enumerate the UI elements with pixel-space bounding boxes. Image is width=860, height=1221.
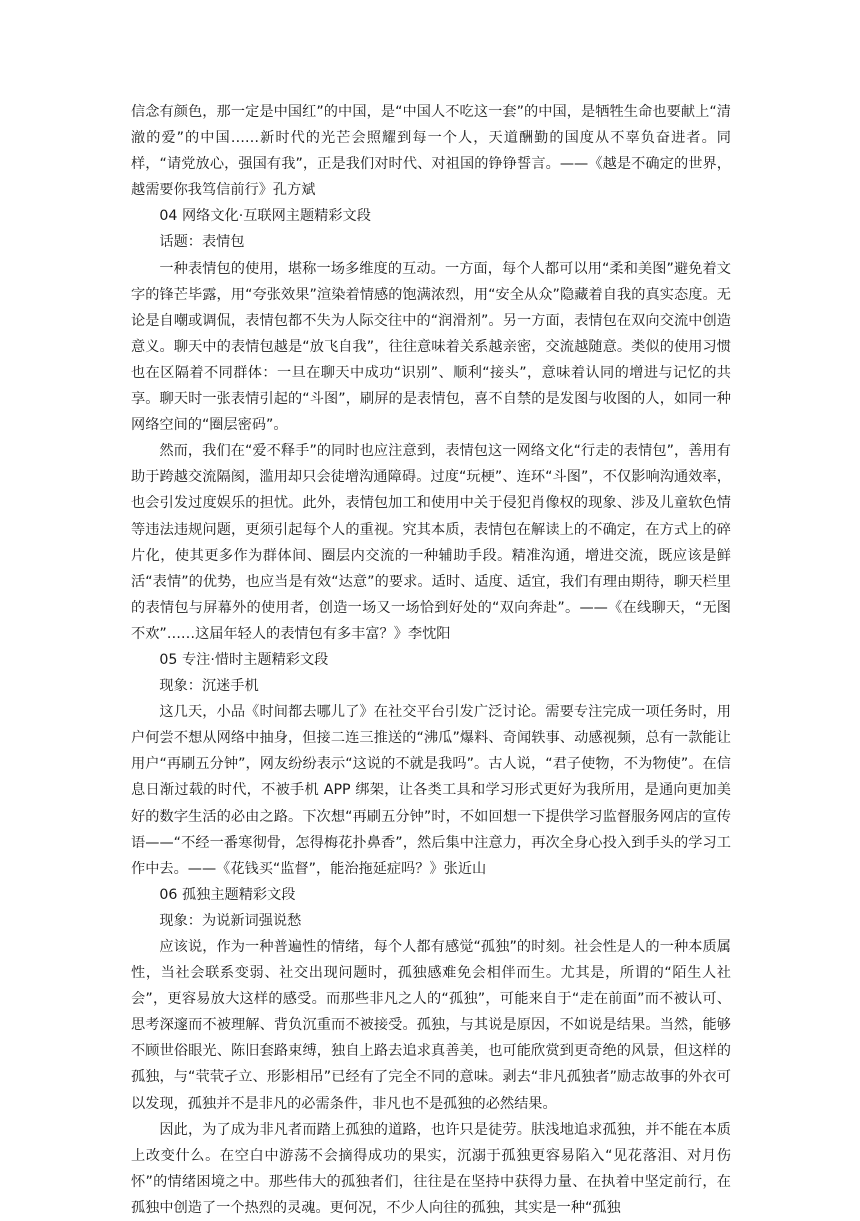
paragraph-phone: 这几天，小品《时间都去哪儿了》在社交平台引发广泛讨论。需要专注完成一项任务时，用户何尝不想从网络中抽身，但接二连三推送的“沸瓜”爆料、奇闻轶事、动感视频，总有一款能让用户“再刷五分钟”，网友纷纷表示“这说的不就是我吗”。古人说，“君子使物，不为物使”。在信息日渐过载的时代，不被手机 APP 绑架，让各类工具和学习形式更好为我所用，是通向更加美好的数字生活的必由之路。下次想“再刷五分钟”时，不如回想一下提供学习监督服务网店的宣传语——“不经一番寒彻骨，怎得梅花扑鼻香”，然后集中注意力，再次全身心投入到手头的学习工作中去。——《花钱买“监督”，能治拖延症吗？》张近山: [131, 704, 731, 877]
section-heading-06: 06 孤独主题精彩文段: [159, 886, 296, 903]
paragraph-continuation: 信念有颜色，那一定是中国红”的中国，是“中国人不吃这一套”的中国，是牺牲生命也要献上“清澈的爱”的中国……新时代的光芒会照耀到每一个人，天道酬勤的国度从不辜负奋进者。同样，“请党放心，强国有我”，正是我们对时代、对祖国的铮铮誓言。——《越是不确定的世界，越需要你我笃信前行》孔方斌: [131, 104, 731, 199]
paragraph-emoji-2: 然而，我们在“爱不释手”的同时也应注意到，表情包这一网络文化“行走的表情包”，善用有助于跨越交流隔阂，滥用却只会徒增沟通障碍。过度“玩梗”、连环“斗图”，不仅影响沟通效率，也会引发过度娱乐的担忧。此外，表情包加工和使用中关于侵犯肖像权的现象、涉及儿童软色情等违法违规问题，更须引起每个人的重视。究其本质，表情包在解读上的不确定，在方式上的碎片化，使其更多作为群体间、圈层内交流的一种辅助手段。精准沟通，增进交流，既应该是鲜活“表情”的优势，也应当是有效“达意”的要求。适时、适度、适宜，我们有理由期待，聊天栏里的表情包与屏幕外的使用者，创造一场又一场恰到好处的“双向奔赴”。——《在线聊天，“无图不欢”……这届年轻人的表情包有多丰富？》李忱阳: [131, 443, 731, 642]
paragraph-loneliness-1: 应该说，作为一种普遍性的情绪，每个人都有感觉“孤独”的时刻。社会性是人的一种本质属性，当社会联系变弱、社交出现问题时，孤独感难免会相伴而生。尤其是，所谓的“陌生人社会”，更容易放大这样的感受。而那些非凡之人的“孤独”，可能来自于“走在前面”而不被认可、思考深邃而不被理解、背负沉重而不被接受。孤独，与其说是原因，不如说是结果。当然，能够不顾世俗眼光、陈旧套路束缚，独自上路去追求真善美，也可能欣赏到更奇绝的风景，但这样的孤独，与“茕茕孑立、形影相吊”已经有了完全不同的意味。剥去“非凡孤独者”励志故事的外衣可以发现，孤独并不是非凡的必需条件，非凡也不是孤独的必然结果。: [131, 939, 731, 1112]
section-heading-04: 04 网络文化·互联网主题精彩文段: [159, 208, 371, 225]
document-body: [131, 99, 731, 1221]
paragraph-loneliness-2: 因此，为了成为非凡者而踏上孤独的道路，也许只是徒劳。肤浅地追求孤独，并不能在本质上改变什么。在空白中游荡不会摘得成功的果实，沉溺于孤独更容易陷入“见花落泪、对月伤怀”的情绪困境之中。那些伟大的孤独者们，往往是在坚持中获得力量、在执着中坚定前行，在孤独中创造了一个热烈的灵魂。更何况，不少人向往的孤独，其实是一种“孤独: [131, 1121, 731, 1216]
topic-label-04: 话题：表情包: [159, 234, 245, 251]
section-heading-05: 05 专注·惜时主题精彩文段: [159, 651, 329, 668]
paragraph-emoji-1: 一种表情包的使用，堪称一场多维度的互动。一方面，每个人都可以用“柔和美图”避免着文字的锋芒毕露，用“夸张效果”渲染着情感的饱满浓烈，用“安全从众”隐藏着自我的真实态度。无论是自嘲或调侃，表情包都不失为人际交往中的“润滑剂”。另一方面，表情包在双向交流中创造意义。聊天中的表情包越是“放飞自我”，往往意味着关系越亲密，交流越随意。类似的使用习惯也在区隔着不同群体：一旦在聊天中成功“识别”、顺利“接头”，意味着认同的增进与记忆的共享。聊天时一张表情引起的“斗图”，刷屏的是表情包，喜不自禁的是发图与收图的人，如同一种网络空间的“圈层密码”。: [131, 260, 731, 434]
topic-label-06: 现象：为说新词强说愁: [159, 912, 302, 929]
topic-label-05: 现象：沉迷手机: [159, 678, 259, 695]
